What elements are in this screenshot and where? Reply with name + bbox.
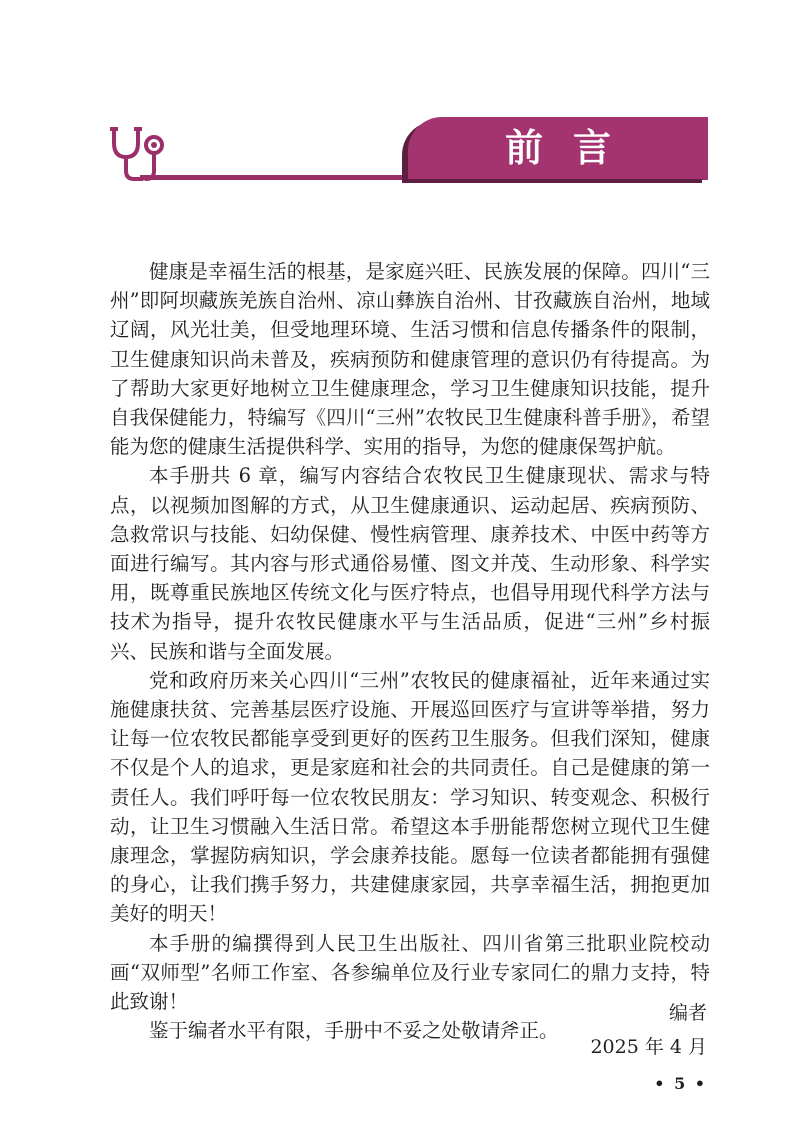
paragraph-5: 鉴于编者水平有限，手册中不妥之处敬请斧正。 [149,1019,559,1043]
paragraph-3: 党和政府历来关心四川“三州”农牧民的健康福祉，近年来通过实施健康扶贫、完善基层医疗设施、开展巡回医疗与宣讲等举措，努力让每一位农牧民都能享受到更好的医药卫生服务。但我们深知，健康不仅是个人的追求，更是家庭和社会的共同责任。自己是健康的第一责任人。我们呼吁每一位农牧民朋友：学习知识、转变观念、积极行动，让卫生习惯融入生活日常。希望这本手册能帮您树立现代卫生健康理念，掌握防病知识，学会康养技能。愿每一位读者都能拥有强健的身心，让我们携手努力，共建健康家园，共享幸福生活，拥抱更加美好的明天！ [110,668,710,926]
signature-date: 2025 年 4 月 [590,1036,707,1058]
page-number: • 5 • [654,1074,707,1093]
signature-block [407,996,707,1064]
page-title: 前言 [504,126,641,170]
preface-body [110,257,710,1045]
paragraph-2: 本手册共 6 章，编写内容结合农牧民卫生健康现状、需求与特点，以视频加图解的方式，从卫生健康通识、运动起居、疾病预防、急救常识与技能、妇幼保健、慢性病管理、康养技术、中医中药等方面进行编写。其内容与形式通俗易懂、图文并茂、生动形象、科学实用，既尊重民族地区传统文化与医疗特点，也倡导用现代科学方法与技术为指导，提升农牧民健康水平与生活品质，促进“三州”乡村振兴、民族和谐与全面发展。 [110,464,710,663]
paragraph-1: 健康是幸福生活的根基，是家庭兴旺、民族发展的保障。四川“三州”即阿坝藏族羌族自治州、凉山彝族自治州、甘孜藏族自治州，地域辽阔，风光壮美，但受地理环境、生活习惯和信息传播条件的限制，卫生健康知识尚未普及，疾病预防和健康管理的意识仍有待提高。为了帮助大家更好地树立卫生健康理念，学习卫生健康知识技能，提升自我保健能力，特编写《四川“三州”农牧民卫生健康科普手册》，希望能为您的健康生活提供科学、实用的指导，为您的健康保驾护航。 [110,260,710,459]
signature-author: 编者 [668,1002,707,1024]
paragraph-4: 本手册的编撰得到人民卫生出版社、四川省第三批职业院校动画“双师型”名师工作室、各参编单位及行业专家同仁的鼎力支持，特此致谢！ [110,931,710,1014]
